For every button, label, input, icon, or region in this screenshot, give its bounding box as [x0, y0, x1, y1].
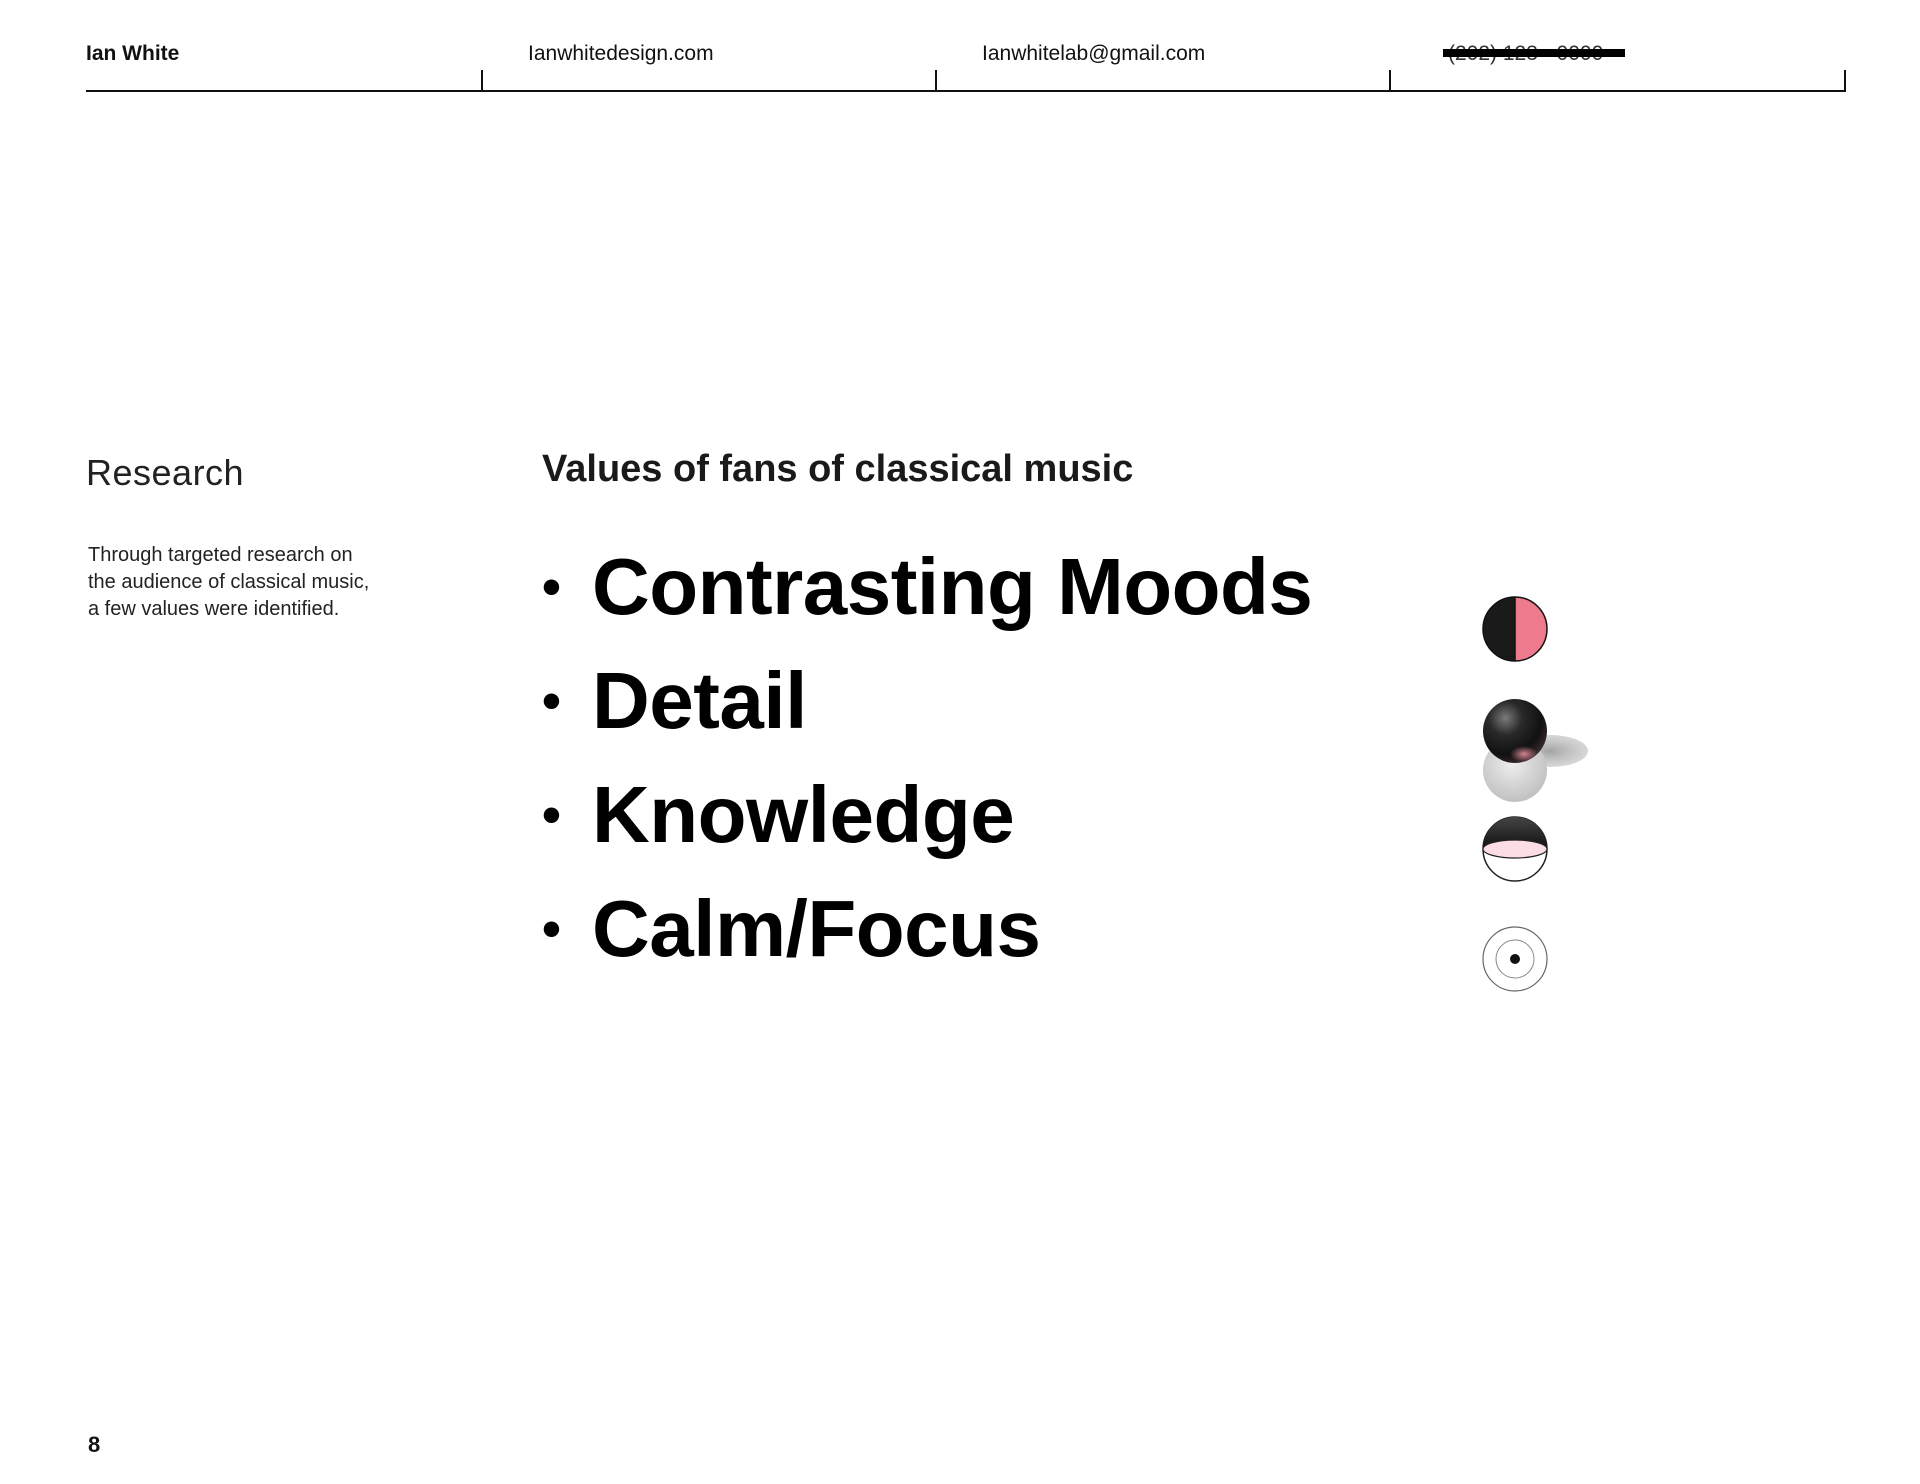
header-phone-cell	[1390, 38, 1846, 90]
half-black-half-pink-circle-icon	[1482, 596, 1548, 662]
values-list	[542, 530, 1312, 986]
bullet: •	[542, 899, 561, 959]
bullet: •	[542, 671, 561, 731]
header-divider-tick	[1389, 70, 1391, 92]
value-label: Detail	[592, 656, 807, 745]
header-email-cell	[936, 38, 1390, 90]
header-name-cell	[86, 38, 482, 90]
value-icons	[1470, 590, 1600, 1010]
value-item-contrasting-moods	[542, 530, 1312, 644]
email-link[interactable]: Ianwhitelab@gmail.com	[982, 42, 1206, 65]
header-divider-tick	[481, 70, 483, 92]
bullet: •	[542, 785, 561, 845]
concentric-circle-icon	[1482, 926, 1548, 992]
author-name: Ian White	[86, 42, 180, 65]
value-item-knowledge	[542, 758, 1312, 872]
header-divider-tick	[1844, 70, 1846, 92]
description-line: the audience of classical music,	[88, 571, 370, 593]
description-line: a few values were identified.	[88, 598, 340, 620]
value-item-calm-focus	[542, 872, 1312, 986]
value-item-detail	[542, 644, 1312, 758]
header-website-cell	[482, 38, 936, 90]
website-link[interactable]: Ianwhitedesign.com	[528, 42, 714, 65]
section-description	[88, 542, 418, 623]
page-number: 8	[88, 1432, 101, 1457]
redaction-bar	[1443, 49, 1625, 57]
glossy-sphere-icon	[1482, 698, 1592, 813]
header-divider-tick	[935, 70, 937, 92]
section-title: Research	[86, 452, 245, 493]
value-label: Calm/Focus	[592, 884, 1041, 973]
value-label: Contrasting Moods	[592, 542, 1313, 631]
value-label: Knowledge	[592, 770, 1015, 859]
description-line: Through targeted research on	[88, 544, 353, 566]
bullet: •	[542, 557, 561, 617]
content-subtitle: Values of fans of classical music	[542, 448, 1134, 490]
hemisphere-icon	[1482, 816, 1548, 882]
page-header	[86, 38, 1846, 92]
